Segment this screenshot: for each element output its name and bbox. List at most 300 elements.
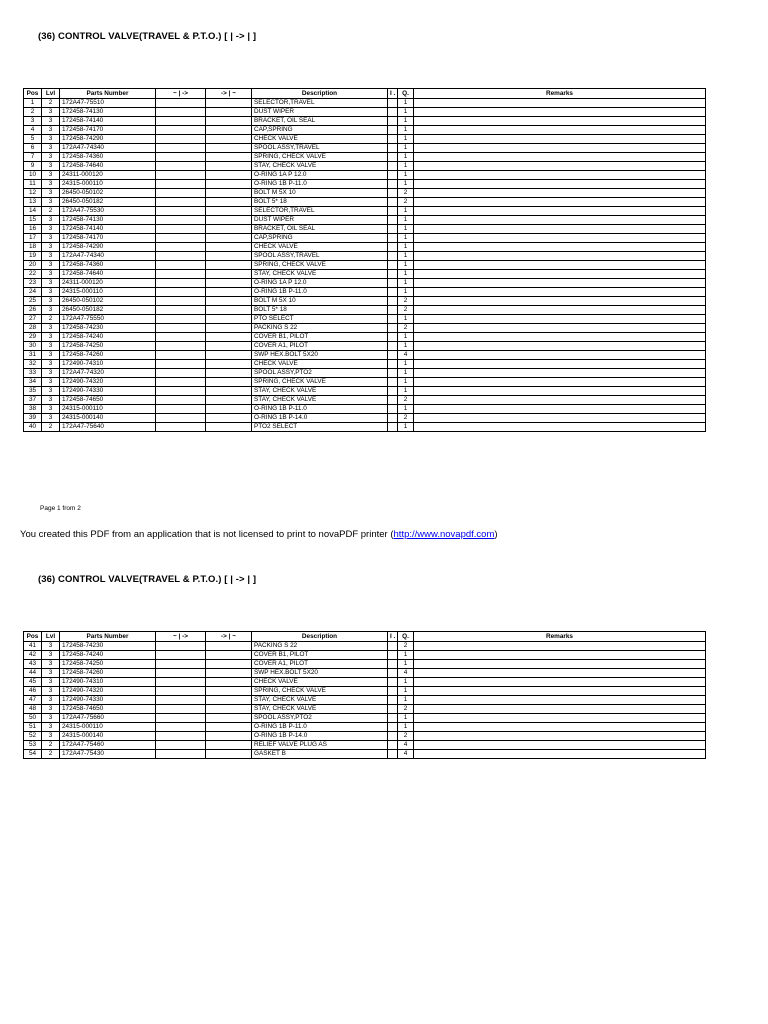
cell-pos: 37 [24,396,42,405]
cell-q: 1 [398,99,414,108]
cell-to [206,225,252,234]
cell-from [156,234,206,243]
table-row [24,324,706,333]
cell-remarks [414,405,706,414]
cell-q: 1 [398,216,414,225]
cell-description: CAP,SPRING [252,234,388,243]
table-row [24,180,706,189]
cell-q: 1 [398,279,414,288]
cell-lvl: 3 [42,216,60,225]
cell-q: 1 [398,696,414,705]
cell-from [156,687,206,696]
table-row [24,387,706,396]
cell-lvl: 3 [42,153,60,162]
cell-parts-number: 172458-74290 [60,243,156,252]
table-row [24,723,706,732]
table-row [24,669,706,678]
cell-description: STAY, CHECK VALVE [252,696,388,705]
cell-description: O-RING 1B P-11.0 [252,288,388,297]
cell-from [156,342,206,351]
cell-to [206,117,252,126]
table-row [24,396,706,405]
cell-description: O-RING 1B P-11.0 [252,723,388,732]
cell-i [388,297,398,306]
cell-lvl: 3 [42,162,60,171]
cell-pos: 30 [24,342,42,351]
cell-to [206,423,252,432]
cell-pos: 48 [24,705,42,714]
cell-remarks [414,723,706,732]
cell-remarks [414,207,706,216]
table-row [24,333,706,342]
table-row [24,108,706,117]
cell-remarks [414,696,706,705]
cell-to [206,369,252,378]
cell-to [206,144,252,153]
cell-i [388,225,398,234]
cell-to [206,216,252,225]
cell-lvl: 3 [42,198,60,207]
cell-remarks [414,687,706,696]
cell-from [156,714,206,723]
cell-from [156,387,206,396]
cell-remarks [414,714,706,723]
cell-lvl: 3 [42,369,60,378]
cell-pos: 17 [24,234,42,243]
cell-to [206,741,252,750]
cell-description: SPRING, CHECK VALVE [252,153,388,162]
cell-q: 1 [398,144,414,153]
cell-to [206,189,252,198]
cell-to [206,162,252,171]
cell-i [388,342,398,351]
cell-q: 1 [398,225,414,234]
cell-from [156,189,206,198]
cell-description: SPRING, CHECK VALVE [252,261,388,270]
cell-remarks [414,189,706,198]
cell-parts-number: 26450-050182 [60,306,156,315]
cell-pos: 11 [24,180,42,189]
cell-pos: 44 [24,669,42,678]
cell-from [156,216,206,225]
cell-from [156,414,206,423]
license-notice [20,529,498,540]
cell-from [156,162,206,171]
cell-from [156,108,206,117]
cell-remarks [414,369,706,378]
cell-parts-number: 24311-000120 [60,171,156,180]
cell-remarks [414,651,706,660]
cell-parts-number: 172458-74260 [60,669,156,678]
cell-lvl: 3 [42,642,60,651]
cell-pos: 31 [24,351,42,360]
cell-i [388,741,398,750]
cell-remarks [414,216,706,225]
cell-q: 2 [398,705,414,714]
cell-q: 1 [398,261,414,270]
cell-from [156,180,206,189]
table-row [24,252,706,261]
cell-from [156,324,206,333]
cell-remarks [414,660,706,669]
table-row [24,117,706,126]
cell-parts-number: 24315-000110 [60,405,156,414]
cell-q: 2 [398,297,414,306]
cell-q: 4 [398,750,414,759]
cell-parts-number: 172490-74330 [60,387,156,396]
cell-parts-number: 172458-74250 [60,660,156,669]
cell-pos: 40 [24,423,42,432]
cell-pos: 9 [24,162,42,171]
cell-lvl: 3 [42,252,60,261]
cell-pos: 47 [24,696,42,705]
cell-q: 1 [398,405,414,414]
table-body [24,99,706,432]
cell-from [156,306,206,315]
page-title: (36) CONTROL VALVE(TRAVEL & P.T.O.) [ | -> | ] [38,31,257,42]
cell-lvl: 3 [42,288,60,297]
cell-description: O-RING 1A P 12.0 [252,279,388,288]
cell-remarks [414,324,706,333]
cell-i [388,117,398,126]
cell-lvl: 2 [42,99,60,108]
cell-to [206,261,252,270]
cell-remarks [414,117,706,126]
cell-parts-number: 172458-74640 [60,270,156,279]
cell-remarks [414,423,706,432]
cell-lvl: 3 [42,351,60,360]
cell-pos: 1 [24,99,42,108]
col-header-parts-number: Parts Number [60,632,156,642]
cell-from [156,279,206,288]
cell-lvl: 3 [42,234,60,243]
table-row [24,297,706,306]
cell-lvl: 2 [42,741,60,750]
cell-description: SWP HEX.BOLT 5X20 [252,351,388,360]
cell-q: 1 [398,252,414,261]
cell-description: PTO SELECT [252,315,388,324]
cell-to [206,687,252,696]
table-row [24,234,706,243]
cell-to [206,153,252,162]
cell-pos: 15 [24,216,42,225]
table-row [24,414,706,423]
table-row [24,741,706,750]
cell-remarks [414,315,706,324]
cell-i [388,687,398,696]
table-row [24,162,706,171]
cell-q: 1 [398,270,414,279]
cell-from [156,750,206,759]
cell-to [206,342,252,351]
cell-i [388,135,398,144]
cell-q: 1 [398,369,414,378]
cell-i [388,351,398,360]
cell-remarks [414,270,706,279]
cell-to [206,306,252,315]
cell-i [388,714,398,723]
cell-q: 2 [398,198,414,207]
cell-from [156,333,206,342]
cell-description: STAY, CHECK VALVE [252,162,388,171]
cell-i [388,696,398,705]
cell-to [206,669,252,678]
cell-i [388,234,398,243]
page-footer: Page 1 from 2 [40,505,81,512]
cell-from [156,651,206,660]
table-row [24,714,706,723]
cell-remarks [414,678,706,687]
table-row [24,126,706,135]
cell-description: BOLT 5* 18 [252,306,388,315]
cell-to [206,651,252,660]
cell-q: 2 [398,396,414,405]
cell-remarks [414,306,706,315]
cell-i [388,279,398,288]
cell-pos: 4 [24,126,42,135]
cell-q: 1 [398,678,414,687]
cell-i [388,243,398,252]
cell-i [388,198,398,207]
cell-pos: 46 [24,687,42,696]
cell-i [388,369,398,378]
cell-pos: 14 [24,207,42,216]
cell-lvl: 3 [42,651,60,660]
cell-i [388,207,398,216]
cell-lvl: 3 [42,705,60,714]
cell-remarks [414,342,706,351]
cell-from [156,270,206,279]
col-header-lvl: Lvl [42,632,60,642]
table-row [24,378,706,387]
cell-description: O-RING 1B P-14.0 [252,732,388,741]
cell-i [388,660,398,669]
cell-q: 4 [398,741,414,750]
cell-q: 1 [398,126,414,135]
table-body [24,642,706,759]
cell-to [206,405,252,414]
cell-description: GASKET B [252,750,388,759]
cell-from [156,252,206,261]
cell-i [388,108,398,117]
cell-lvl: 3 [42,180,60,189]
table-row [24,750,706,759]
cell-remarks [414,396,706,405]
cell-pos: 16 [24,225,42,234]
table-row [24,135,706,144]
table-row [24,288,706,297]
cell-q: 1 [398,288,414,297]
cell-pos: 35 [24,387,42,396]
cell-i [388,678,398,687]
cell-lvl: 3 [42,279,60,288]
cell-from [156,153,206,162]
col-header-q: Q. [398,632,414,642]
cell-to [206,351,252,360]
cell-pos: 33 [24,369,42,378]
cell-parts-number: 26450-050182 [60,198,156,207]
table-row [24,99,706,108]
cell-lvl: 3 [42,261,60,270]
cell-pos: 6 [24,144,42,153]
cell-i [388,315,398,324]
cell-remarks [414,378,706,387]
cell-description: DUST WIPER [252,108,388,117]
cell-lvl: 2 [42,423,60,432]
cell-pos: 2 [24,108,42,117]
cell-pos: 29 [24,333,42,342]
cell-lvl: 2 [42,315,60,324]
table-row [24,198,706,207]
cell-remarks [414,126,706,135]
cell-from [156,315,206,324]
table-row [24,351,706,360]
cell-remarks [414,741,706,750]
cell-remarks [414,333,706,342]
cell-to [206,414,252,423]
cell-q: 1 [398,234,414,243]
cell-i [388,99,398,108]
cell-pos: 10 [24,171,42,180]
cell-description: BOLT 5* 18 [252,198,388,207]
table-row [24,423,706,432]
cell-from [156,297,206,306]
cell-remarks [414,297,706,306]
cell-lvl: 3 [42,126,60,135]
cell-parts-number: 172458-74170 [60,126,156,135]
parts-table [23,631,706,759]
cell-q: 1 [398,342,414,351]
cell-parts-number: 172A47-75660 [60,714,156,723]
cell-lvl: 3 [42,378,60,387]
cell-remarks [414,180,706,189]
cell-i [388,306,398,315]
cell-description: SPOOL ASSY,TRAVEL [252,252,388,261]
cell-q: 4 [398,669,414,678]
cell-pos: 3 [24,117,42,126]
cell-description: CHECK VALVE [252,360,388,369]
cell-i [388,153,398,162]
cell-to [206,387,252,396]
cell-description: O-RING 1B P-14.0 [252,414,388,423]
col-header-pos: Pos [24,632,42,642]
cell-from [156,351,206,360]
cell-pos: 13 [24,198,42,207]
cell-i [388,252,398,261]
cell-from [156,360,206,369]
cell-to [206,333,252,342]
cell-q: 4 [398,351,414,360]
cell-to [206,642,252,651]
cell-to [206,678,252,687]
notice-text-end: ) [494,529,498,540]
cell-parts-number: 172490-74310 [60,360,156,369]
cell-pos: 22 [24,270,42,279]
col-header-lvl: Lvl [42,89,60,99]
table-row [24,342,706,351]
cell-pos: 39 [24,414,42,423]
cell-remarks [414,288,706,297]
cell-i [388,180,398,189]
table-row [24,405,706,414]
cell-from [156,378,206,387]
cell-lvl: 3 [42,387,60,396]
cell-q: 2 [398,324,414,333]
cell-from [156,696,206,705]
cell-q: 2 [398,189,414,198]
cell-parts-number: 172458-74260 [60,351,156,360]
cell-to [206,252,252,261]
cell-pos: 20 [24,261,42,270]
cell-lvl: 3 [42,117,60,126]
cell-remarks [414,252,706,261]
cell-lvl: 3 [42,360,60,369]
cell-to [206,279,252,288]
cell-to [206,207,252,216]
cell-q: 2 [398,732,414,741]
cell-q: 1 [398,162,414,171]
cell-lvl: 3 [42,225,60,234]
cell-from [156,369,206,378]
cell-pos: 42 [24,651,42,660]
cell-from [156,405,206,414]
col-header-remarks: Remarks [414,89,706,99]
cell-parts-number: 172A47-74340 [60,252,156,261]
cell-lvl: 3 [42,306,60,315]
col-header-to: -> | ~ [206,632,252,642]
table-row [24,651,706,660]
cell-i [388,705,398,714]
cell-pos: 28 [24,324,42,333]
cell-lvl: 3 [42,270,60,279]
cell-q: 1 [398,660,414,669]
cell-description: PACKING S 22 [252,324,388,333]
cell-from [156,126,206,135]
cell-i [388,189,398,198]
col-header-from: ~ | -> [156,632,206,642]
cell-remarks [414,750,706,759]
cell-pos: 5 [24,135,42,144]
cell-pos: 19 [24,252,42,261]
cell-i [388,171,398,180]
cell-remarks [414,387,706,396]
cell-pos: 18 [24,243,42,252]
cell-from [156,705,206,714]
cell-parts-number: 172A47-75640 [60,423,156,432]
table-header-row [24,89,706,99]
cell-from [156,225,206,234]
cell-description: SPRING, CHECK VALVE [252,687,388,696]
cell-pos: 25 [24,297,42,306]
cell-q: 1 [398,651,414,660]
cell-to [206,378,252,387]
cell-parts-number: 172A47-74320 [60,369,156,378]
cell-to [206,723,252,732]
cell-description: COVER A1, PILOT [252,660,388,669]
cell-description: SPOOL ASSY,PTO2 [252,714,388,723]
novapdf-link[interactable]: http://www.novapdf.com [393,529,495,540]
cell-i [388,378,398,387]
cell-parts-number: 172458-74360 [60,153,156,162]
cell-remarks [414,198,706,207]
cell-parts-number: 24311-000120 [60,279,156,288]
cell-parts-number: 24315-000140 [60,414,156,423]
cell-q: 2 [398,642,414,651]
cell-parts-number: 172458-74640 [60,162,156,171]
page-title: (36) CONTROL VALVE(TRAVEL & P.T.O.) [ | -> | ] [38,574,257,585]
col-header-i: I . [388,632,398,642]
cell-to [206,270,252,279]
